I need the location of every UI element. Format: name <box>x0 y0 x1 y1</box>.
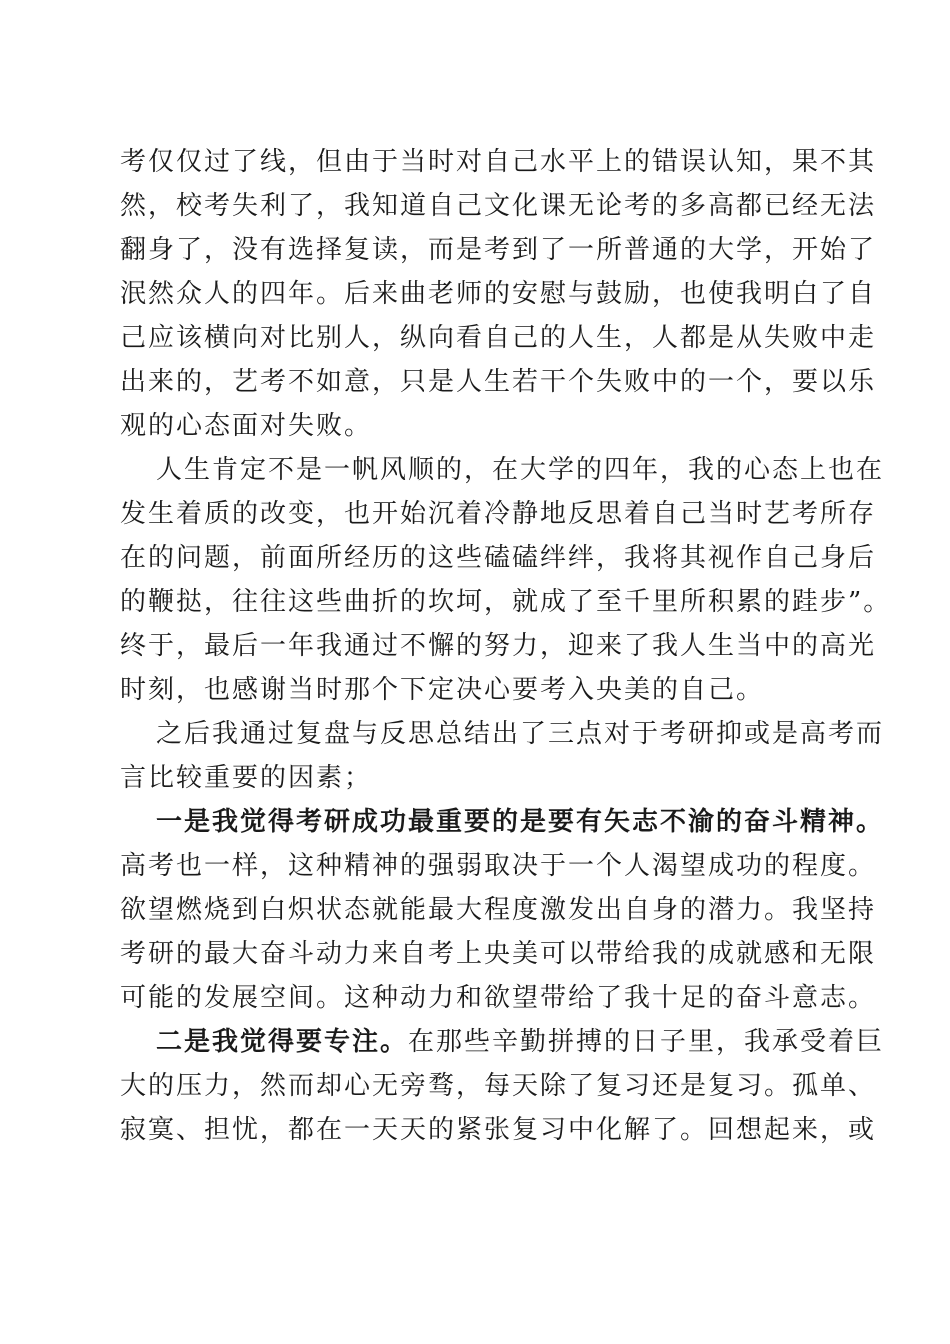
paragraph-2-line-3: 在的问题，前面所经历的这些磕磕绊绊，我将其视作自己身后 <box>120 543 877 573</box>
paragraph-2-line-5: 终于，最后一年我通过不懈的努力，迎来了我人生当中的高光 <box>120 631 877 661</box>
paragraph-2-line-4: 的鞭挞，往往这些曲折的坎坷，就成了至千里所积累的跬步”。 <box>120 587 892 617</box>
paragraph-5-line-3: 寂寞、担忧，都在一天天的紧张复习中化解了。回想起来，或 <box>120 1115 877 1145</box>
paragraph-5-line-2: 大的压力，然而却心无旁骛，每天除了复习还是复习。孤单、 <box>120 1071 877 1101</box>
paragraph-1-line-5: 己应该横向对比别人，纵向看自己的人生，人都是从失败中走 <box>120 323 877 353</box>
paragraph-1-line-7: 观的心态面对失败。 <box>120 411 373 441</box>
paragraph-1-line-2: 然，校考失利了，我知道自己文化课无论考的多高都已经无法 <box>120 191 877 221</box>
paragraph-4-line-2: 欲望燃烧到白炽状态就能最大程度激发出自身的潜力。我坚持 <box>120 895 877 925</box>
paragraph-5-lead: 二是我觉得要专注。 <box>156 1027 409 1057</box>
paragraph-1-line-3: 翻身了，没有选择复读，而是考到了一所普通的大学，开始了 <box>120 235 877 265</box>
paragraph-4-lead: 一是我觉得考研成功最重要的是要有矢志不渝的奋斗精神。 <box>156 807 885 837</box>
paragraph-1-line-6: 出来的，艺考不如意，只是人生若干个失败中的一个，要以乐 <box>120 367 877 397</box>
paragraph-3-line-1: 之后我通过复盘与反思总结出了三点对于考研抑或是高考而 <box>156 719 885 749</box>
paragraph-2-line-6: 时刻，也感谢当时那个下定决心要考入央美的自己。 <box>120 675 765 705</box>
paragraph-3-line-2: 言比较重要的因素； <box>120 763 373 793</box>
paragraph-5-line-1 <box>120 1020 885 1064</box>
paragraph-4-line-1: 高考也一样，这种精神的强弱取决于一个人渴望成功的程度。 <box>120 851 877 881</box>
paragraph-1-line-4: 泯然众人的四年。后来曲老师的安慰与鼓励，也使我明白了自 <box>120 279 877 309</box>
paragraph-5-lead-rest: 在那些辛勤拼搏的日子里，我承受着巨 <box>408 1027 885 1057</box>
paragraph-2-line-1: 人生肯定不是一帆风顺的，在大学的四年，我的心态上也在 <box>156 455 885 485</box>
paragraph-4-line-3: 考研的最大奋斗动力来自考上央美可以带给我的成就感和无限 <box>120 939 877 969</box>
paragraph-1-line-1: 考仅仅过了线，但由于当时对自己水平上的错误认知，果不其 <box>120 147 877 177</box>
paragraph-4-line-4: 可能的发展空间。这种动力和欲望带给了我十足的奋斗意志。 <box>120 983 877 1013</box>
paragraph-2-line-2: 发生着质的改变，也开始沉着冷静地反思着自己当时艺考所存 <box>120 499 877 529</box>
body-text <box>120 140 892 1152</box>
